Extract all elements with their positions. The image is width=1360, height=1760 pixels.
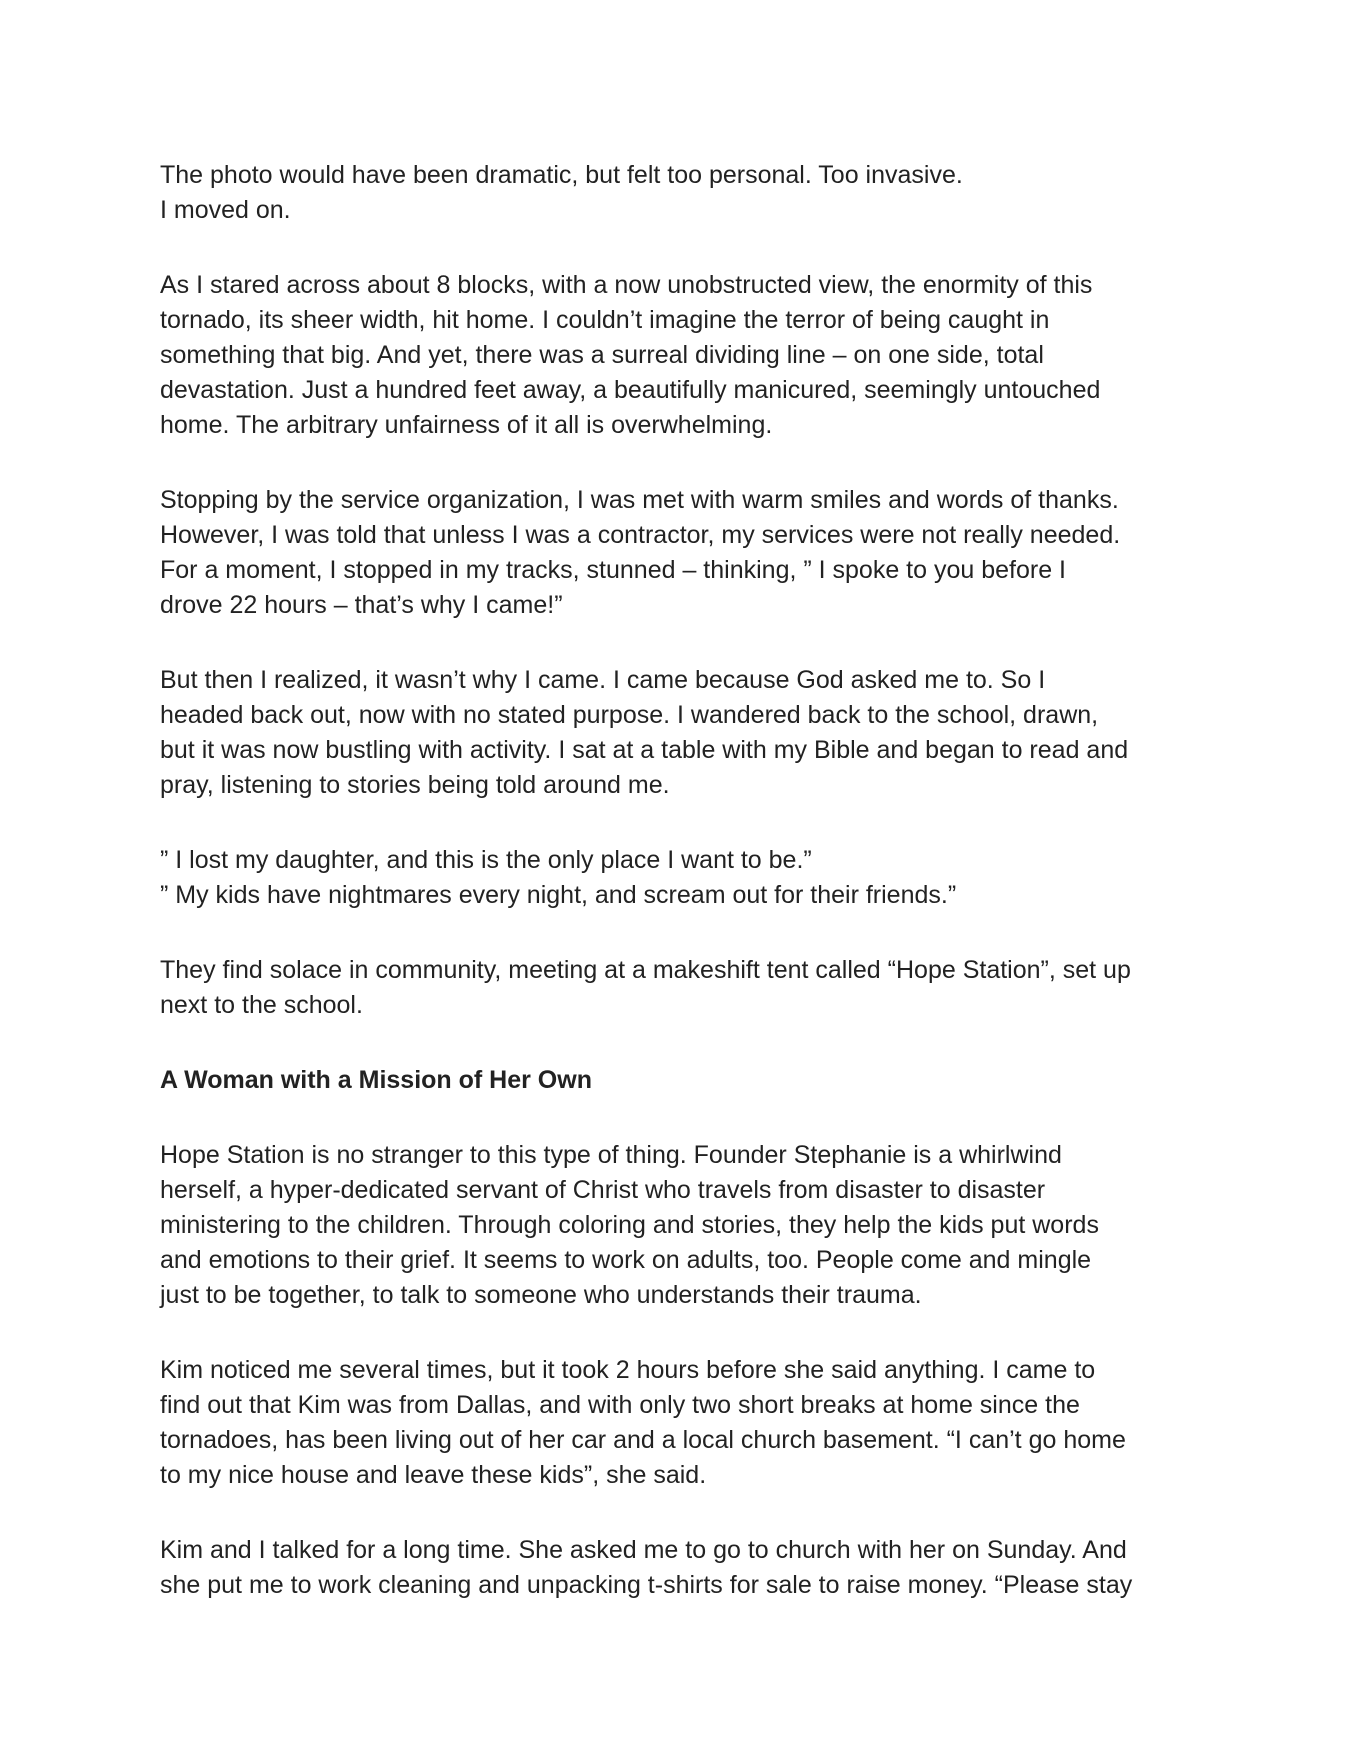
document-page xyxy=(160,158,1220,1603)
text-line: ministering to the children. Through coloring and stories, they help the kids put words xyxy=(160,1211,1099,1239)
text-line: devastation. Just a hundred feet away, a beautifully manicured, seemingly untouched xyxy=(160,376,1101,404)
text-line: tornado, its sheer width, hit home. I couldn’t imagine the terror of being caught in xyxy=(160,306,1050,334)
text-line: tornadoes, has been living out of her car and a local church basement. “I can’t go home xyxy=(160,1426,1126,1454)
text-line: Kim noticed me several times, but it took 2 hours before she said anything. I came to xyxy=(160,1356,1096,1384)
paragraph-quotes xyxy=(160,843,1220,913)
quote-line: ” I lost my daughter, and this is the only place I want to be.” xyxy=(160,846,812,874)
text-line: Hope Station is no stranger to this type of thing. Founder Stephanie is a whirlwind xyxy=(160,1141,1062,1169)
paragraph-realization xyxy=(160,663,1220,803)
text-line: The photo would have been dramatic, but felt too personal. Too invasive. xyxy=(160,161,963,189)
text-line: next to the school. xyxy=(160,991,363,1019)
text-line: Kim and I talked for a long time. She asked me to go to church with her on Sunday. And xyxy=(160,1536,1127,1564)
text-line: As I stared across about 8 blocks, with a now unobstructed view, the enormity of this xyxy=(160,271,1093,299)
text-line: pray, listening to stories being told around me. xyxy=(160,771,670,799)
text-line: For a moment, I stopped in my tracks, stunned – thinking, ” I spoke to you before I xyxy=(160,556,1067,584)
paragraph-kim-intro xyxy=(160,1353,1220,1493)
text-line: herself, a hyper-dedicated servant of Christ who travels from disaster to disaster xyxy=(160,1176,1046,1204)
text-line: to my nice house and leave these kids”, she said. xyxy=(160,1461,707,1489)
text-line: she put me to work cleaning and unpacking t-shirts for sale to raise money. “Please stay xyxy=(160,1571,1133,1599)
text-line: headed back out, now with no stated purpose. I wandered back to the school, drawn, xyxy=(160,701,1099,729)
text-line: just to be together, to talk to someone who understands their trauma. xyxy=(160,1281,922,1309)
text-line: but it was now bustling with activity. I sat at a table with my Bible and began to read and xyxy=(160,736,1129,764)
paragraph-photo xyxy=(160,158,1220,228)
text-line: find out that Kim was from Dallas, and with only two short breaks at home since the xyxy=(160,1391,1080,1419)
text-line: I moved on. xyxy=(160,196,291,224)
paragraph-stephanie xyxy=(160,1138,1220,1313)
text-line: home. The arbitrary unfairness of it all is overwhelming. xyxy=(160,411,773,439)
paragraph-service-organization xyxy=(160,483,1220,623)
quote-line: ” My kids have nightmares every night, and scream out for their friends.” xyxy=(160,881,957,909)
text-line: But then I realized, it wasn’t why I came. I came because God asked me to. So I xyxy=(160,666,1046,694)
section-heading: A Woman with a Mission of Her Own xyxy=(160,1066,592,1094)
text-line: Stopping by the service organization, I was met with warm smiles and words of thanks. xyxy=(160,486,1119,514)
paragraph-kim-talk xyxy=(160,1533,1220,1603)
text-line: and emotions to their grief. It seems to work on adults, too. People come and mingle xyxy=(160,1246,1092,1274)
text-line: drove 22 hours – that’s why I came!” xyxy=(160,591,563,619)
paragraph-hope-station xyxy=(160,953,1220,1023)
paragraph-tornado-view xyxy=(160,268,1220,443)
text-line: However, I was told that unless I was a contractor, my services were not really needed. xyxy=(160,521,1121,549)
text-line: something that big. And yet, there was a surreal dividing line – on one side, total xyxy=(160,341,1044,369)
text-line: They find solace in community, meeting at a makeshift tent called “Hope Station”, set up xyxy=(160,956,1131,984)
